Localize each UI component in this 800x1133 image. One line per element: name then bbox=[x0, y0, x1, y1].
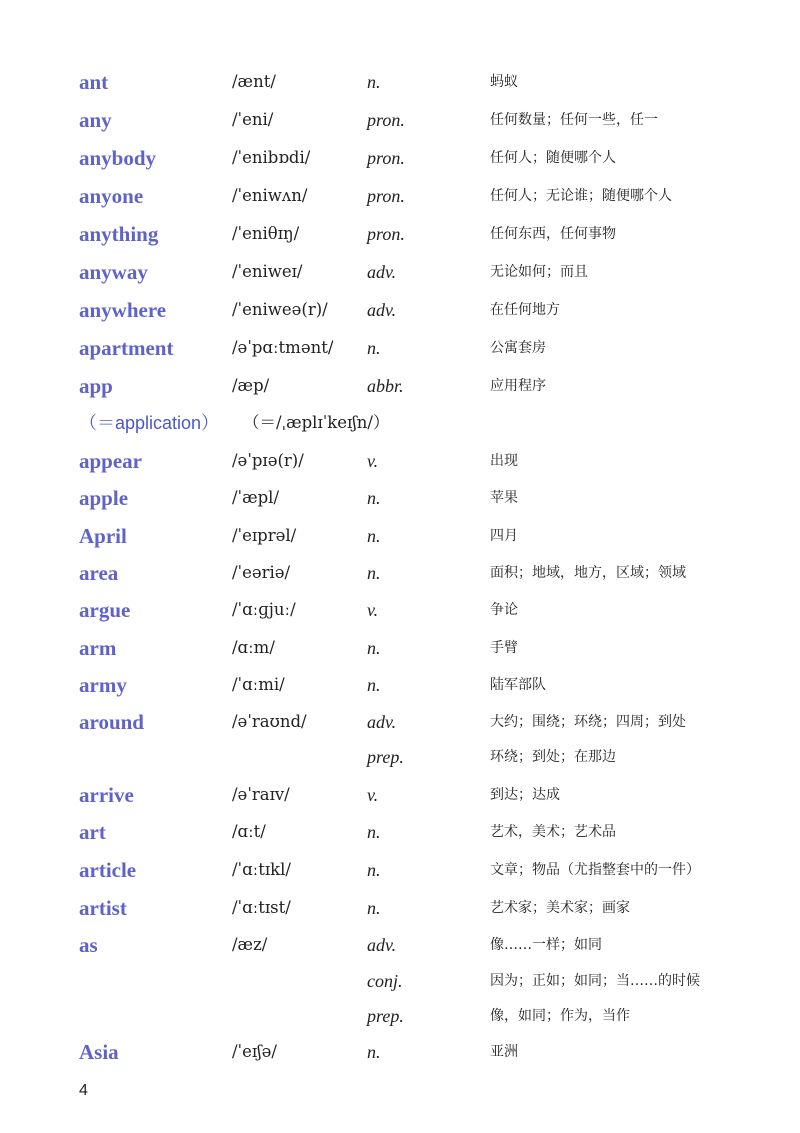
entry-part-of-speech: n. bbox=[367, 488, 381, 508]
entry-row bbox=[0, 707, 800, 737]
entry-meaning: 环绕；到处；在那边 bbox=[490, 749, 616, 765]
entry-part-of-speech: prep. bbox=[367, 1006, 404, 1026]
entry-word: arrive bbox=[79, 783, 134, 807]
entry-part-of-speech: v. bbox=[367, 451, 379, 471]
entry-sense-row bbox=[0, 966, 800, 996]
entry-meaning: 手臂 bbox=[490, 640, 518, 656]
entry-phonetic: /ˈeni/ bbox=[232, 110, 274, 129]
entry-phonetic: /æp/ bbox=[232, 376, 270, 395]
entry-meaning: 任何数量；任何一些，任一 bbox=[490, 112, 658, 128]
entry-sense-row bbox=[0, 1001, 800, 1031]
entry-part-of-speech: v. bbox=[367, 785, 379, 805]
entry-meaning: 文章；物品（尤指整套中的一件） bbox=[490, 862, 700, 878]
entry-word: argue bbox=[79, 598, 131, 622]
entry-meaning: 面积；地域，地方，区域；领域 bbox=[490, 565, 686, 581]
entry-part-of-speech: n. bbox=[367, 822, 381, 842]
entry-phonetic: /ˈeniweə(r)/ bbox=[232, 300, 328, 319]
entry-phonetic: /ˈæpl/ bbox=[232, 488, 280, 507]
entry-phonetic: /ɑːm/ bbox=[232, 638, 275, 657]
entry-note-row bbox=[0, 408, 800, 438]
entry-phonetic: /əˈpɑːtmənt/ bbox=[232, 338, 334, 357]
entry-word: anything bbox=[79, 222, 159, 246]
entry-word: anyway bbox=[79, 260, 148, 284]
entry-row bbox=[0, 181, 800, 211]
entry-row bbox=[0, 446, 800, 476]
entry-phonetic: /ˈeniweɪ/ bbox=[232, 262, 303, 281]
entry-word: apartment bbox=[79, 336, 174, 360]
entry-part-of-speech: n. bbox=[367, 1042, 381, 1062]
entry-phonetic: /ˈɑːmi/ bbox=[232, 675, 285, 694]
entry-part-of-speech: pron. bbox=[367, 224, 405, 244]
page-number: 4 bbox=[79, 1082, 88, 1099]
entry-word: Asia bbox=[79, 1040, 119, 1064]
entry-row bbox=[0, 558, 800, 588]
entry-phonetic: /ˈɑːtɪkl/ bbox=[232, 860, 291, 879]
entry-row bbox=[0, 219, 800, 249]
entry-word: anywhere bbox=[79, 298, 167, 322]
entry-phonetic: /ˈeniwʌn/ bbox=[232, 186, 308, 205]
entry-part-of-speech: adv. bbox=[367, 300, 397, 320]
entry-row bbox=[0, 595, 800, 625]
entry-part-of-speech: adv. bbox=[367, 262, 397, 282]
entry-phonetic: /ˈɑːtɪst/ bbox=[232, 898, 291, 917]
entry-row bbox=[0, 930, 800, 960]
entry-meaning: 因为；正如；如同；当……的时候 bbox=[490, 973, 700, 989]
entry-word: article bbox=[79, 858, 137, 882]
entry-meaning: 任何人；无论谁；随便哪个人 bbox=[490, 188, 672, 204]
entry-part-of-speech: pron. bbox=[367, 186, 405, 206]
entry-phonetic: /əˈraʊnd/ bbox=[232, 712, 307, 731]
entry-meaning: 艺术，美术；艺术品 bbox=[490, 824, 616, 840]
entry-phonetic: /ɑːt/ bbox=[232, 822, 266, 841]
entry-meaning: 到达；达成 bbox=[490, 787, 560, 803]
entry-meaning: 公寓套房 bbox=[490, 340, 546, 356]
entry-meaning: 应用程序 bbox=[490, 378, 546, 394]
entry-meaning: 争论 bbox=[490, 602, 518, 618]
entry-meaning: 在任何地方 bbox=[490, 302, 560, 318]
entry-part-of-speech: adv. bbox=[367, 712, 397, 732]
entry-word: artist bbox=[79, 896, 127, 920]
entry-phonetic: /ˈɑːɡjuː/ bbox=[232, 600, 296, 619]
entry-row bbox=[0, 670, 800, 700]
entry-full-form: （＝application） bbox=[79, 413, 220, 433]
entry-part-of-speech: conj. bbox=[367, 971, 403, 991]
entry-word: any bbox=[79, 108, 112, 132]
entry-meaning: 像……一样；如同 bbox=[490, 937, 602, 953]
entry-full-form-phonetic: （＝/ˌæplɪˈkeɪʃn/） bbox=[243, 413, 390, 432]
entry-meaning: 苹果 bbox=[490, 490, 518, 506]
entry-row bbox=[0, 521, 800, 551]
entry-phonetic: /ˈeɪprəl/ bbox=[232, 526, 297, 545]
entry-part-of-speech: n. bbox=[367, 526, 381, 546]
entry-meaning: 艺术家；美术家；画家 bbox=[490, 900, 630, 916]
entry-part-of-speech: n. bbox=[367, 563, 381, 583]
entry-row bbox=[0, 333, 800, 363]
entry-part-of-speech: v. bbox=[367, 600, 379, 620]
entry-phonetic: /əˈraɪv/ bbox=[232, 785, 290, 804]
entry-part-of-speech: n. bbox=[367, 860, 381, 880]
entry-meaning: 陆军部队 bbox=[490, 677, 546, 693]
entry-row bbox=[0, 483, 800, 513]
entry-sense-row bbox=[0, 742, 800, 772]
entry-word: appear bbox=[79, 449, 142, 473]
entry-part-of-speech: n. bbox=[367, 898, 381, 918]
entry-phonetic: /ænt/ bbox=[232, 72, 276, 91]
entry-row bbox=[0, 1037, 800, 1067]
entry-phonetic: /ˈeəriə/ bbox=[232, 563, 291, 582]
entry-word: area bbox=[79, 561, 119, 585]
entry-meaning: 亚洲 bbox=[490, 1044, 518, 1060]
entry-row bbox=[0, 295, 800, 325]
entry-word: app bbox=[79, 374, 113, 398]
entry-part-of-speech: pron. bbox=[367, 148, 405, 168]
entry-word: April bbox=[79, 524, 127, 548]
entry-part-of-speech: n. bbox=[367, 638, 381, 658]
entry-meaning: 四月 bbox=[490, 528, 518, 544]
entry-part-of-speech: prep. bbox=[367, 747, 404, 767]
entry-word: as bbox=[79, 933, 98, 957]
entry-meaning: 出现 bbox=[490, 453, 518, 469]
entry-word: around bbox=[79, 710, 144, 734]
entry-meaning: 无论如何；而且 bbox=[490, 264, 588, 280]
entry-part-of-speech: abbr. bbox=[367, 376, 404, 396]
entry-meaning: 任何人；随便哪个人 bbox=[490, 150, 616, 166]
entry-word: army bbox=[79, 673, 127, 697]
entry-phonetic: /ˈeniθɪŋ/ bbox=[232, 224, 300, 243]
entry-word: ant bbox=[79, 70, 109, 94]
entry-row bbox=[0, 257, 800, 287]
entry-row bbox=[0, 780, 800, 810]
entry-row bbox=[0, 633, 800, 663]
entry-word: art bbox=[79, 820, 106, 844]
entry-row bbox=[0, 893, 800, 923]
entry-part-of-speech: pron. bbox=[367, 110, 405, 130]
entry-phonetic: /ˈenibɒdi/ bbox=[232, 148, 311, 167]
entry-row bbox=[0, 817, 800, 847]
entry-phonetic: /æz/ bbox=[232, 935, 268, 954]
entry-part-of-speech: n. bbox=[367, 338, 381, 358]
entry-meaning: 蚂蚁 bbox=[490, 74, 518, 90]
entry-row bbox=[0, 371, 800, 401]
entry-phonetic: /ˈeɪʃə/ bbox=[232, 1042, 277, 1061]
entry-meaning: 像，如同；作为，当作 bbox=[490, 1008, 630, 1024]
entry-word: arm bbox=[79, 636, 117, 660]
entry-row bbox=[0, 105, 800, 135]
entry-word: anyone bbox=[79, 184, 144, 208]
entry-part-of-speech: adv. bbox=[367, 935, 397, 955]
entry-word: anybody bbox=[79, 146, 157, 170]
entry-row bbox=[0, 67, 800, 97]
entry-meaning: 任何东西，任何事物 bbox=[490, 226, 616, 242]
entry-part-of-speech: n. bbox=[367, 675, 381, 695]
entry-word: apple bbox=[79, 486, 129, 510]
entry-row bbox=[0, 143, 800, 173]
entry-meaning: 大约；围绕；环绕；四周；到处 bbox=[490, 714, 686, 730]
entry-phonetic: /əˈpɪə(r)/ bbox=[232, 451, 304, 470]
entry-row bbox=[0, 855, 800, 885]
entry-part-of-speech: n. bbox=[367, 72, 381, 92]
